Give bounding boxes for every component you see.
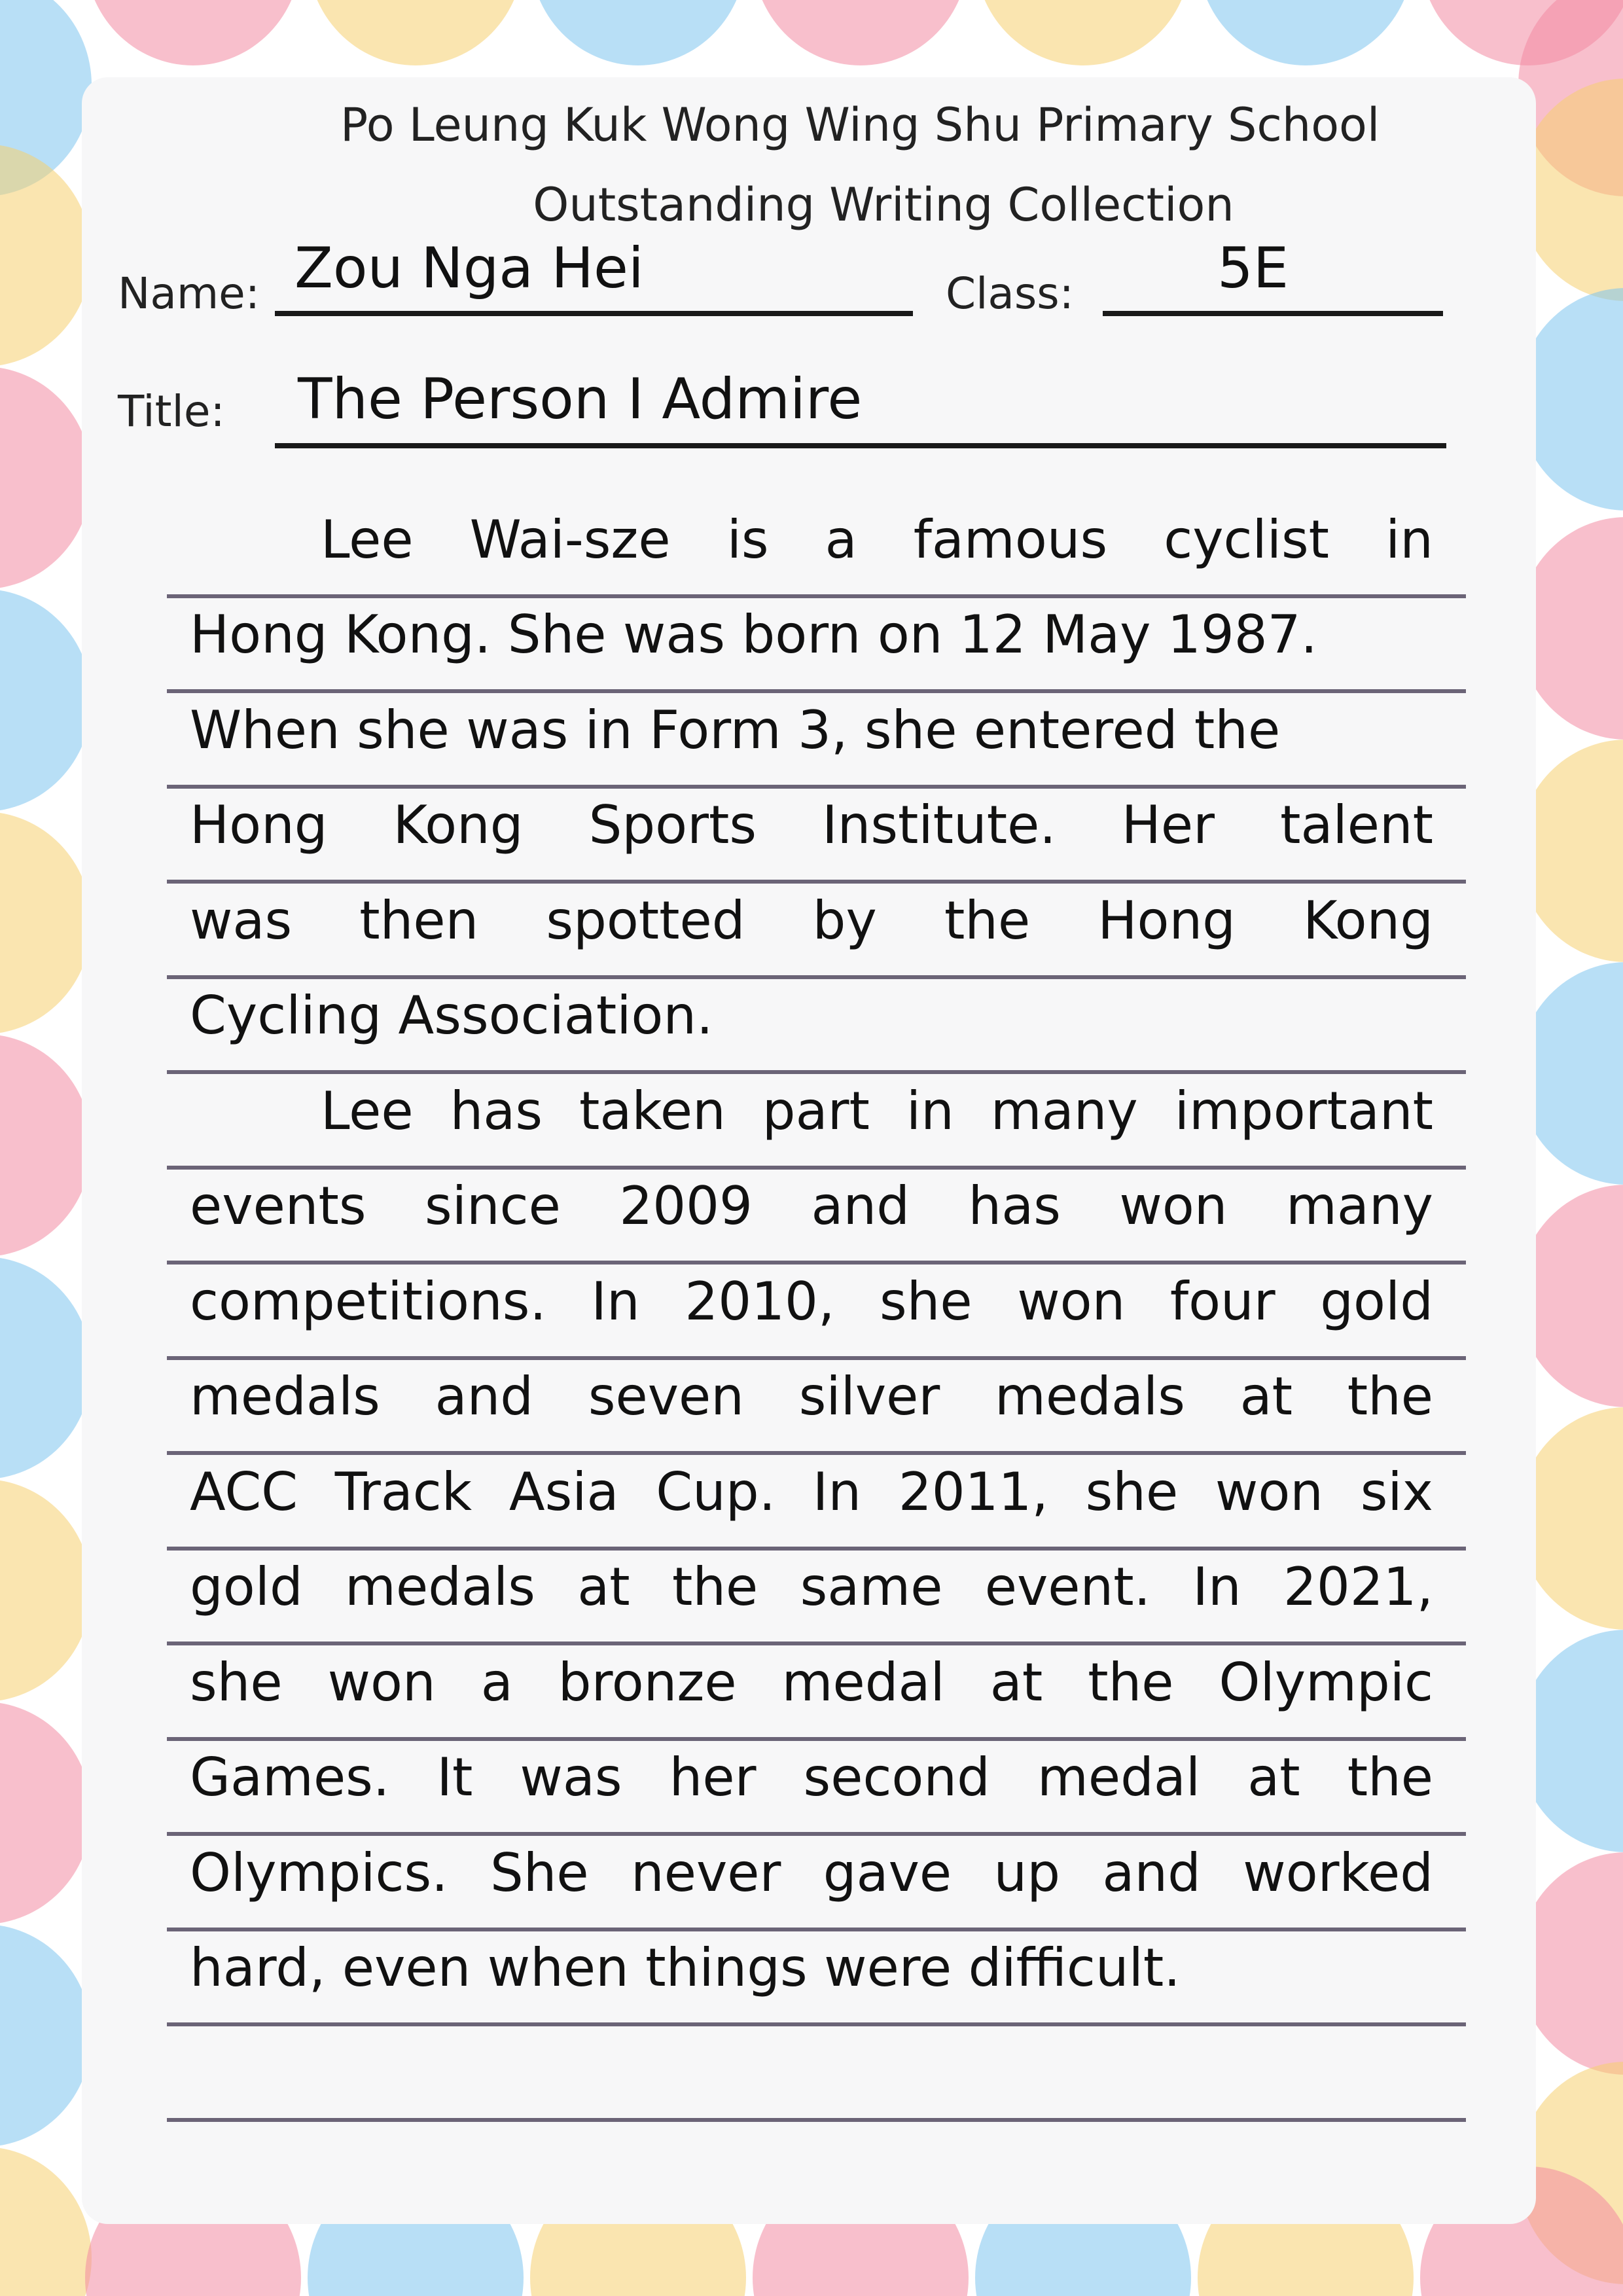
border-dot <box>0 1479 92 1702</box>
essay-line: medals and seven silver medals at the <box>190 1366 1433 1427</box>
border-dot <box>0 2147 92 2296</box>
border-dot <box>0 1924 92 2147</box>
ruled-line <box>167 2118 1466 2122</box>
border-dot <box>0 367 92 589</box>
name-underline <box>275 311 913 316</box>
ruled-line <box>167 594 1466 598</box>
class-label: Class: <box>946 268 1074 319</box>
border-dot <box>753 0 969 65</box>
border-dot <box>0 144 92 367</box>
border-dot <box>1198 0 1414 65</box>
ruled-line <box>167 1737 1466 1741</box>
essay-line: Olympics. She never gave up and worked <box>190 1842 1433 1903</box>
border-dot <box>0 1257 92 1479</box>
essay-line: she won a bronze medal at the Olympic <box>190 1652 1433 1713</box>
ruled-line <box>167 880 1466 884</box>
essay-line: competitions. In 2010, she won four gold <box>190 1271 1433 1332</box>
border-dot <box>85 0 301 65</box>
border-dot <box>0 1034 92 1257</box>
essay-line: gold medals at the same event. In 2021, <box>190 1556 1433 1617</box>
essay-line: When she was in Form 3, she entered the <box>190 700 1281 761</box>
class-underline <box>1103 311 1443 316</box>
ruled-line <box>167 1356 1466 1360</box>
border-dot <box>975 0 1191 65</box>
essay-line: Lee Wai-sze is a famous cyclist in <box>321 509 1433 570</box>
ruled-line <box>167 1261 1466 1265</box>
ruled-line <box>167 1070 1466 1074</box>
essay-line: Games. It was her second medal at the <box>190 1747 1433 1808</box>
name-value: Zou Nga Hei <box>294 236 644 301</box>
border-dot <box>0 1702 92 1924</box>
essay-line: events since 2009 and has won many <box>190 1175 1433 1236</box>
essay-line: hard, even when things were difficult. <box>190 1937 1181 1998</box>
essay-line: Cycling Association. <box>190 985 713 1046</box>
ruled-line <box>167 1547 1466 1551</box>
collection-title: Outstanding Writing Collection <box>533 178 1234 232</box>
border-dot <box>308 0 524 65</box>
ruled-line <box>167 975 1466 979</box>
essay-title: The Person I Admire <box>298 367 863 432</box>
essay-line: Hong Kong. She was born on 12 May 1987. <box>190 604 1317 665</box>
border-dot <box>530 0 746 65</box>
ruled-line <box>167 1928 1466 1931</box>
title-underline <box>275 443 1446 448</box>
essay-line: ACC Track Asia Cup. In 2011, she won six <box>190 1462 1433 1522</box>
ruled-line <box>167 1641 1466 1645</box>
ruled-line <box>167 2022 1466 2026</box>
ruled-line <box>167 689 1466 693</box>
title-label: Title: <box>118 386 225 437</box>
essay-line: Hong Kong Sports Institute. Her talent <box>190 795 1433 855</box>
school-name: Po Leung Kuk Wong Wing Shu Primary School <box>340 98 1380 152</box>
class-value: 5E <box>1217 236 1289 301</box>
name-label: Name: <box>118 268 260 319</box>
essay-line: Lee has taken part in many important <box>321 1081 1433 1141</box>
ruled-line <box>167 1451 1466 1455</box>
ruled-line <box>167 1832 1466 1836</box>
ruled-line <box>167 785 1466 789</box>
essay-line: was then spotted by the Hong Kong <box>190 890 1433 951</box>
border-dot <box>0 589 92 812</box>
border-dot <box>0 812 92 1034</box>
ruled-line <box>167 1166 1466 1170</box>
